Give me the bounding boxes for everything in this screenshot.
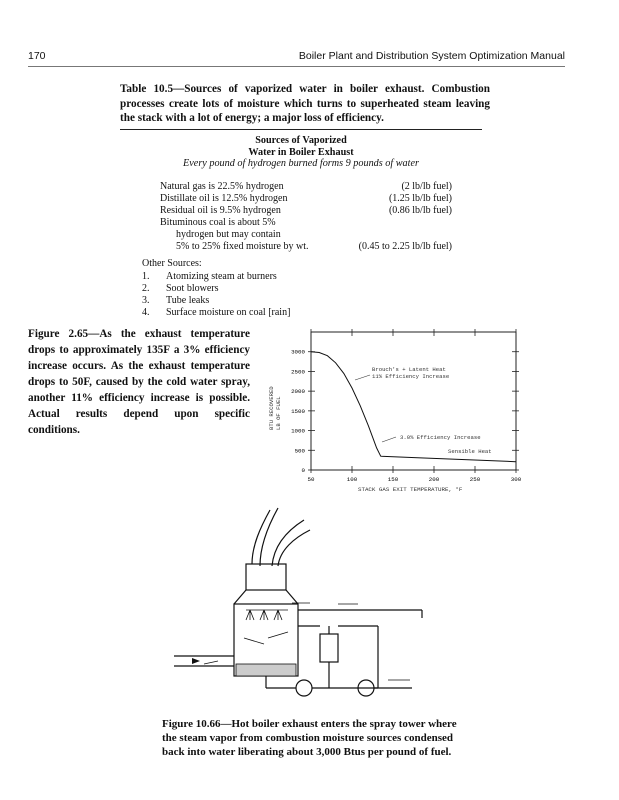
coal-line2: hydrogen but may contain — [176, 229, 281, 240]
tower-taper — [234, 590, 246, 604]
flow-arrow-icon — [204, 661, 218, 664]
table-row — [160, 205, 452, 217]
table-heading-line1: Sources of Vaporized — [255, 135, 347, 146]
table-heading-line2: Water in Boiler Exhaust — [248, 147, 354, 158]
y-tick-label: 0 — [301, 467, 305, 474]
header-rule — [28, 66, 565, 67]
spray-nozzles — [246, 610, 282, 620]
y-tick-label: 500 — [294, 447, 305, 455]
table-row — [160, 193, 452, 205]
row-label: Residual oil is 9.5% hydrogen — [160, 205, 281, 216]
baffle — [244, 638, 264, 644]
annotation-11pct: 11% Efficiency Increase — [372, 373, 450, 380]
spray-tower-diagram — [160, 506, 460, 706]
x-tick-label: 200 — [428, 476, 440, 483]
coal-line3: 5% to 25% fixed moisture by wt. — [176, 241, 309, 252]
y-tick-label: 2500 — [291, 368, 305, 376]
y-tick-label: 1000 — [291, 427, 305, 435]
efficiency-chart — [268, 325, 528, 497]
figure-10-66-caption: Figure 10.66—Hot boiler exhaust enters the spray tower where the steam vapor from combustion moisture sources condensed back into water liberating about 3,000 Btus per pound of fuel. — [162, 718, 457, 758]
baffle — [268, 632, 288, 638]
figure-2-65-caption: Figure 2.65—As the exhaust temperature drops to approximately 135F a 3% efficiency increase occurs. As the exhaust temperature drops to 50F, caused by the cold water spray, another 11% efficiency increase is possible. Actual results depend upon specific conditions. — [28, 328, 250, 436]
x-tick-label: 250 — [469, 476, 481, 483]
tower-taper — [286, 590, 298, 604]
row-label: Distillate oil is 12.5% hydrogen — [160, 193, 288, 204]
coal-line3-row — [160, 241, 452, 253]
x-tick-label: 150 — [387, 476, 399, 483]
row-label: Natural gas is 22.5% hydrogen — [160, 181, 284, 192]
y-tick-label: 1500 — [291, 407, 305, 415]
annotation-leader — [382, 437, 396, 442]
flow-arrow-icon — [178, 658, 200, 664]
table-caption: Table 10.5—Sources of vaporized water in boiler exhaust. Combustion processes create lots of moisture which turns to superheated steam leaving the stack with a lot of energy; a major loss of efficiency. — [120, 83, 490, 124]
row-value: (0.86 lb/lb fuel) — [388, 205, 452, 216]
pump-icon — [296, 680, 312, 696]
annotation-leader — [355, 375, 370, 380]
book-title: Boiler Plant and Distribution System Optimization Manual — [298, 50, 565, 62]
table-rule — [120, 129, 482, 130]
annotation-3pct: 3.0% Efficiency Increase — [400, 434, 481, 441]
y-tick-label: 2000 — [291, 388, 305, 396]
x-tick-label: 50 — [307, 476, 315, 483]
list-item: 1. Atomizing steam at burners — [142, 271, 277, 282]
packing-bed — [236, 664, 296, 676]
heat-exchanger — [320, 634, 338, 662]
tower-hood — [246, 564, 286, 590]
exhaust-pipe — [278, 530, 310, 566]
x-tick-label: 100 — [346, 476, 358, 483]
y-tick-label: 3000 — [291, 348, 305, 356]
row-value: (1.25 lb/lb fuel) — [388, 193, 452, 204]
exhaust-pipe — [260, 508, 278, 566]
page-number: 170 — [28, 50, 46, 62]
y-axis-label-2: LB OF FUEL — [275, 396, 282, 430]
y-axis-label: BTU RECOVERED — [268, 386, 275, 430]
coal-value: (0.45 to 2.25 lb/lb fuel) — [358, 241, 452, 252]
x-axis-label: STACK GAS EXIT TEMPERATURE, °F — [358, 486, 463, 493]
x-axis-ticks — [308, 476, 522, 483]
list-item: 4. Surface moisture on coal [rain] — [142, 307, 291, 318]
annotation-latent-heat: Brouch's + Latent Heat — [372, 366, 446, 373]
y-axis-ticks — [291, 349, 305, 474]
annotation-sensible-heat: Sensible Heat — [448, 448, 492, 455]
table-subheading: Every pound of hydrogen burned forms 9 pounds of water — [183, 158, 419, 169]
exhaust-pipe — [272, 520, 304, 566]
other-sources-title: Other Sources: — [142, 258, 202, 269]
row-value: (2 lb/lb fuel) — [401, 181, 452, 192]
list-item: 3. Tube leaks — [142, 295, 210, 306]
table-row — [160, 181, 452, 193]
list-item: 2. Soot blowers — [142, 283, 219, 294]
x-tick-label: 300 — [510, 476, 522, 483]
coal-line1: Bituminous coal is about 5% — [160, 217, 276, 228]
